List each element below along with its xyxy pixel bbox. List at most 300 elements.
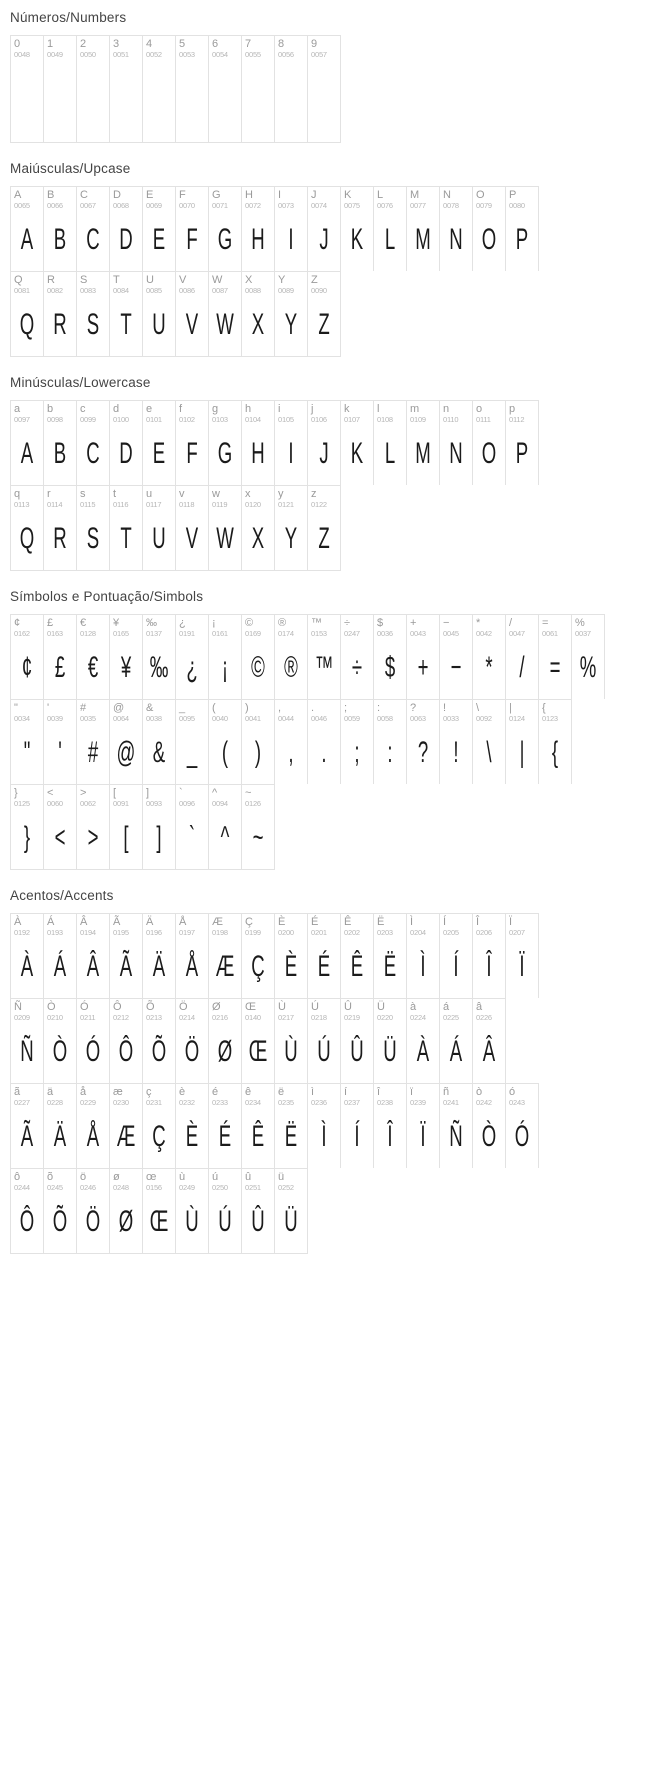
glyph-char-label: L [377,189,384,201]
glyph-cell[interactable] [572,615,605,699]
glyph-cell[interactable] [440,401,473,485]
glyph-cell[interactable] [11,700,44,784]
glyph-char-label: S [80,274,88,286]
glyph-preview: Ë [383,950,397,983]
glyph-cell[interactable] [110,486,143,570]
glyph-preview: Í [354,1120,360,1153]
glyph-cell[interactable] [11,1169,44,1253]
glyph-code-label: 0093 [146,799,162,808]
glyph-cell[interactable] [440,187,473,271]
glyph-meta [275,401,307,427]
glyph-code-label: 0071 [212,201,228,210]
glyph-cell[interactable] [506,700,539,784]
glyph-char-label: * [476,617,481,629]
glyph-preview: Á [449,1035,463,1068]
glyph-preview: Ø [217,1035,233,1068]
glyph-cell[interactable] [44,999,77,1083]
glyph-cell[interactable] [176,272,209,356]
glyph-cell[interactable] [176,486,209,570]
glyph-cell[interactable] [374,1084,407,1168]
glyph-cell[interactable] [341,615,374,699]
glyph-cell[interactable] [77,272,110,356]
glyph-cell[interactable] [242,1084,275,1168]
glyph-cell[interactable] [374,187,407,271]
glyph-code-label: 0036 [377,629,393,638]
glyph-char-label: £ [47,617,54,629]
glyph-cell[interactable] [11,1084,44,1168]
glyph-char-label: : [377,702,381,714]
glyph-cell[interactable] [242,486,275,570]
glyph-cell[interactable] [275,36,308,142]
glyph-cell[interactable] [110,401,143,485]
glyph-char-label: å [80,1086,87,1098]
glyph-cell[interactable] [473,700,506,784]
glyph-preview: Å [86,1120,100,1153]
glyph-code-label: 0084 [113,286,129,295]
glyph-char-label: V [179,274,187,286]
glyph-cell[interactable] [176,187,209,271]
glyph-cell[interactable] [242,615,275,699]
glyph-cell[interactable] [176,914,209,998]
glyph-cell[interactable] [308,272,341,356]
glyph-preview: ` [188,821,196,854]
glyph-cell[interactable] [11,36,44,142]
glyph-cell[interactable] [143,1169,176,1253]
glyph-char-label: n [443,403,450,415]
glyph-cell[interactable] [44,914,77,998]
glyph-cell[interactable] [341,914,374,998]
glyph-cell[interactable] [374,615,407,699]
glyph-code-label: 0074 [311,201,327,210]
glyph-meta [341,1084,373,1110]
glyph-cell[interactable] [308,999,341,1083]
glyph-meta [110,272,142,298]
glyph-char-label: − [443,617,450,629]
glyph-cell[interactable] [44,187,77,271]
glyph-meta [209,615,241,641]
glyph-preview: Œ [248,1035,268,1068]
glyph-meta [242,36,274,62]
glyph-cell[interactable] [77,999,110,1083]
glyph-cell[interactable] [143,914,176,998]
glyph-cell[interactable] [44,401,77,485]
glyph-meta [308,1084,340,1110]
glyph-preview: ^ [220,821,230,854]
glyph-cell[interactable] [176,615,209,699]
glyph-cell[interactable] [407,615,440,699]
section-title: Números/Numbers [10,10,127,25]
glyph-meta [374,615,406,641]
glyph-cell[interactable] [275,615,308,699]
glyph-cell[interactable] [209,914,242,998]
glyph-cell[interactable] [506,914,539,998]
glyph-preview: N [449,437,463,470]
glyph-cell[interactable] [143,401,176,485]
glyph-cell[interactable] [143,615,176,699]
glyph-cell[interactable] [242,785,275,869]
glyph-code-label: 0233 [212,1098,228,1107]
glyph-preview: Ô [19,1205,35,1238]
glyph-char-label: H [245,189,253,201]
glyph-cell[interactable] [308,401,341,485]
glyph-preview: M [415,223,431,256]
glyph-cell[interactable] [11,615,44,699]
glyph-char-label: Ô [113,1001,122,1013]
glyph-preview: L [384,437,396,470]
glyph-preview: Ñ [20,1035,34,1068]
glyph-cell[interactable] [176,700,209,784]
glyph-cell[interactable] [110,1169,143,1253]
glyph-preview: : [387,736,393,769]
glyph-meta [308,486,340,512]
glyph-meta [275,615,307,641]
glyph-cell[interactable] [407,914,440,998]
glyph-cell[interactable] [440,914,473,998]
glyph-cell[interactable] [209,187,242,271]
glyph-meta [143,486,175,512]
glyph-code-label: 0070 [179,201,195,210]
glyph-char-label: Ü [377,1001,385,1013]
glyph-cell[interactable] [77,700,110,784]
glyph-cell[interactable] [110,1084,143,1168]
glyph-cell[interactable] [242,914,275,998]
glyph-code-label: 0225 [443,1013,459,1022]
glyph-cell[interactable] [407,700,440,784]
glyph-cell[interactable] [308,914,341,998]
glyph-cell[interactable] [143,999,176,1083]
glyph-char-label: á [443,1001,450,1013]
glyph-row [10,784,275,870]
glyph-code-label: 0099 [80,415,96,424]
glyph-cell[interactable] [77,785,110,869]
glyph-char-label: ô [14,1171,21,1183]
section-title: Acentos/Accents [10,888,114,903]
glyph-cell[interactable] [110,700,143,784]
glyph-preview: ) [254,736,262,769]
glyph-cell[interactable] [176,999,209,1083]
glyph-cell[interactable] [506,615,539,699]
glyph-char-label: © [245,617,254,629]
glyph-meta [275,272,307,298]
glyph-preview: @ [116,736,136,769]
glyph-cell[interactable] [473,999,506,1083]
glyph-cell[interactable] [143,700,176,784]
glyph-cell[interactable] [308,36,341,142]
glyph-cell[interactable] [11,272,44,356]
glyph-meta [275,486,307,512]
glyph-char-label: % [575,617,585,629]
glyph-char-label: ÷ [344,617,351,629]
glyph-cell[interactable] [242,272,275,356]
glyph-cell[interactable] [506,401,539,485]
glyph-cell[interactable] [374,914,407,998]
glyph-cell[interactable] [275,486,308,570]
glyph-meta [242,700,274,726]
glyph-meta [374,1084,406,1110]
glyph-meta [143,914,175,940]
glyph-meta [308,615,340,641]
glyph-meta [11,272,43,298]
glyph-cell[interactable] [473,1084,506,1168]
glyph-preview: > [87,821,99,854]
glyph-char-label: g [212,403,219,415]
glyph-cell[interactable] [110,187,143,271]
glyph-char-label: î [377,1086,381,1098]
glyph-cell[interactable] [44,615,77,699]
glyph-cell[interactable] [209,785,242,869]
glyph-code-label: 0162 [14,629,30,638]
glyph-cell[interactable] [374,999,407,1083]
glyph-cell[interactable] [209,615,242,699]
glyph-cell[interactable] [209,486,242,570]
glyph-cell[interactable] [473,914,506,998]
glyph-cell[interactable] [242,36,275,142]
glyph-preview: R [53,522,67,555]
glyph-cell[interactable] [308,700,341,784]
glyph-char-label: w [212,488,220,500]
glyph-char-label: G [212,189,221,201]
glyph-preview: K [350,437,364,470]
glyph-code-label: 0104 [245,415,261,424]
glyph-cell[interactable] [242,700,275,784]
glyph-preview: P [515,437,529,470]
glyph-cell[interactable] [275,700,308,784]
glyph-code-label: 0094 [212,799,228,808]
glyph-cell[interactable] [44,272,77,356]
glyph-cell[interactable] [77,36,110,142]
glyph-meta [176,914,208,940]
glyph-meta [242,999,274,1025]
glyph-meta [242,272,274,298]
glyph-cell[interactable] [407,999,440,1083]
glyph-cell[interactable] [473,187,506,271]
glyph-meta [506,187,538,213]
glyph-cell[interactable] [341,999,374,1083]
glyph-cell[interactable] [407,187,440,271]
glyph-preview: À [20,950,34,983]
glyph-cell[interactable] [143,36,176,142]
glyph-cell[interactable] [11,914,44,998]
glyph-cell[interactable] [308,1084,341,1168]
glyph-cell[interactable] [440,999,473,1083]
glyph-cell[interactable] [176,36,209,142]
glyph-cell[interactable] [77,401,110,485]
glyph-cell[interactable] [44,486,77,570]
glyph-cell[interactable] [308,615,341,699]
glyph-cell[interactable] [44,36,77,142]
glyph-cell[interactable] [209,36,242,142]
glyph-preview: B [53,437,67,470]
glyph-meta [176,1084,208,1110]
glyph-cell[interactable] [341,1084,374,1168]
glyph-char-label: ) [245,702,249,714]
glyph-cell[interactable] [209,700,242,784]
glyph-cell[interactable] [143,486,176,570]
glyph-cell[interactable] [341,187,374,271]
glyph-cell[interactable] [539,700,572,784]
glyph-meta [473,615,505,641]
glyph-preview: Î [387,1120,393,1153]
glyph-cell[interactable] [110,914,143,998]
glyph-meta [506,700,538,726]
glyph-cell[interactable] [374,700,407,784]
glyph-preview [50,62,70,142]
glyph-cell[interactable] [275,1084,308,1168]
glyph-meta [44,914,76,940]
glyph-char-label: Ï [509,916,513,928]
glyph-cell[interactable] [440,700,473,784]
glyph-cell[interactable] [209,272,242,356]
glyph-code-label: 0111 [476,415,491,424]
glyph-cell[interactable] [110,615,143,699]
glyph-cell[interactable] [44,785,77,869]
glyph-cell[interactable] [176,401,209,485]
glyph-preview [182,62,202,142]
glyph-preview: % [579,651,597,684]
glyph-preview: U [152,522,166,555]
glyph-cell[interactable] [209,999,242,1083]
glyph-cell[interactable] [143,187,176,271]
glyph-cell[interactable] [44,700,77,784]
glyph-meta [209,401,241,427]
glyph-cell[interactable] [275,1169,308,1253]
glyph-meta [110,486,142,512]
glyph-code-label: 0195 [113,928,129,937]
glyph-cell[interactable] [473,401,506,485]
glyph-code-label: 0117 [146,500,162,509]
glyph-code-label: 0034 [14,714,30,723]
glyph-preview: Ö [184,1035,200,1068]
glyph-preview: T [120,522,132,555]
glyph-meta [308,700,340,726]
glyph-cell[interactable] [308,486,341,570]
glyph-cell[interactable] [275,401,308,485]
glyph-code-label: 0052 [146,50,162,59]
glyph-cell[interactable] [275,272,308,356]
glyph-meta [242,1169,274,1195]
glyph-preview: X [251,308,265,341]
glyph-code-label: 0063 [410,714,426,723]
glyph-char-label: J [311,189,317,201]
glyph-char-label: Ó [80,1001,89,1013]
glyph-code-label: 0092 [476,714,492,723]
glyph-cell[interactable] [77,1169,110,1253]
glyph-cell[interactable] [77,1084,110,1168]
glyph-cell[interactable] [176,785,209,869]
glyph-cell[interactable] [44,1084,77,1168]
glyph-char-label: Z [311,274,318,286]
glyph-cell[interactable] [440,615,473,699]
glyph-preview: ] [156,821,162,854]
glyph-preview: Ú [218,1205,232,1238]
glyph-meta [308,999,340,1025]
glyph-preview [281,62,301,142]
glyph-code-label: 0140 [245,1013,261,1022]
glyph-cell[interactable] [275,187,308,271]
glyph-preview: Ò [481,1120,497,1153]
glyph-cell[interactable] [209,1084,242,1168]
glyph-code-label: 0115 [80,500,96,509]
glyph-cell[interactable] [242,999,275,1083]
glyph-code-label: 0119 [212,500,228,509]
glyph-cell[interactable] [11,187,44,271]
glyph-cell[interactable] [242,401,275,485]
glyph-cell[interactable] [209,401,242,485]
glyph-meta [242,401,274,427]
glyph-preview: } [23,821,31,854]
glyph-meta [209,36,241,62]
glyph-cell[interactable] [440,1084,473,1168]
glyph-cell[interactable] [143,1084,176,1168]
glyph-cell[interactable] [11,401,44,485]
glyph-cell[interactable] [11,785,44,869]
glyph-preview: V [185,522,199,555]
glyph-cell[interactable] [242,187,275,271]
glyph-cell[interactable] [308,187,341,271]
glyph-cell[interactable] [242,1169,275,1253]
glyph-cell[interactable] [341,700,374,784]
glyph-char-label: Ã [113,916,121,928]
glyph-cell[interactable] [11,486,44,570]
glyph-cell[interactable] [77,486,110,570]
glyph-meta [143,700,175,726]
glyph-cell[interactable] [77,187,110,271]
glyph-code-label: 0218 [311,1013,327,1022]
glyph-meta [539,700,571,726]
glyph-meta [11,615,43,641]
glyph-cell[interactable] [275,999,308,1083]
glyph-cell[interactable] [143,785,176,869]
glyph-preview: J [319,223,329,256]
glyph-cell[interactable] [77,914,110,998]
glyph-meta [176,36,208,62]
glyph-char-label: } [14,787,18,799]
glyph-cell[interactable] [506,187,539,271]
glyph-cell[interactable] [11,999,44,1083]
glyph-meta [275,36,307,62]
glyph-char-label: _ [179,702,186,714]
glyph-code-label: 0118 [179,500,195,509]
glyph-meta [308,187,340,213]
glyph-cell[interactable] [110,272,143,356]
glyph-cell[interactable] [506,1084,539,1168]
glyph-cell[interactable] [407,1084,440,1168]
glyph-cell[interactable] [143,272,176,356]
glyph-cell[interactable] [44,1169,77,1253]
glyph-cell[interactable] [110,999,143,1083]
glyph-cell[interactable] [209,1169,242,1253]
glyph-cell[interactable] [341,401,374,485]
glyph-preview: # [87,736,99,769]
glyph-cell[interactable] [275,914,308,998]
glyph-cell[interactable] [176,1084,209,1168]
glyph-cell[interactable] [539,615,572,699]
glyph-cell[interactable] [77,615,110,699]
glyph-code-label: 0137 [146,629,162,638]
glyph-char-label: = [542,617,549,629]
glyph-char-label: ö [80,1171,87,1183]
glyph-char-label: 6 [212,38,219,50]
glyph-cell[interactable] [473,615,506,699]
glyph-cell[interactable] [176,1169,209,1253]
glyph-cell[interactable] [407,401,440,485]
glyph-cell[interactable] [110,785,143,869]
glyph-cell[interactable] [110,36,143,142]
glyph-cell[interactable] [374,401,407,485]
glyph-preview: Ô [118,1035,134,1068]
glyph-preview: À [416,1035,430,1068]
glyph-char-label: y [278,488,284,500]
